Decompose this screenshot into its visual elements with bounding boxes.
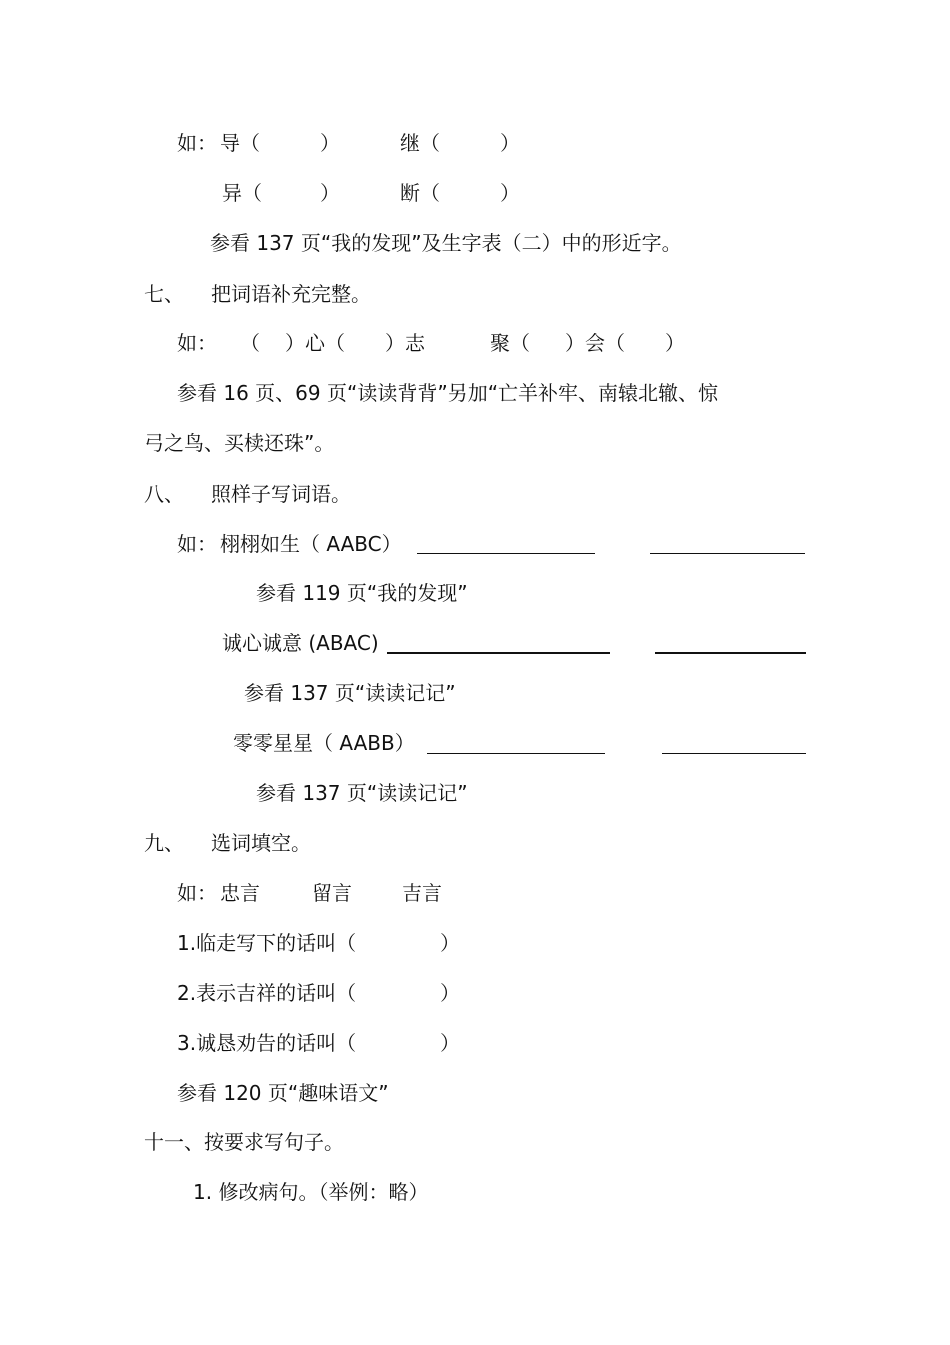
bracket-close: ） [440, 931, 460, 955]
word-part: 聚（ [490, 331, 530, 355]
example-prefix: 如： [177, 532, 217, 556]
word-choice: 吉言 [402, 881, 442, 905]
char-duan: 断（ [400, 181, 440, 205]
s8-reference-3: 参看 137 页“读读记记” [256, 781, 468, 805]
answer-blank[interactable] [650, 553, 805, 554]
char-ji: 继（ [400, 131, 440, 155]
s6-reference: 参看 137 页“我的发现”及生字表（二）中的形近字。 [210, 231, 682, 255]
s8-reference-1: 参看 119 页“我的发现” [256, 581, 468, 605]
bracket-close: ） [665, 331, 685, 355]
answer-blank[interactable] [387, 652, 610, 654]
s8-example-aabb: 零零星星（ AABB） [233, 731, 415, 755]
section-number: 八、 [144, 482, 184, 506]
char-dao: 导（ [220, 131, 260, 155]
s8-example-abac: 诚心诚意 (ABAC) [222, 631, 379, 655]
word-choice: 留言 [312, 881, 352, 905]
word-part: ）志 [385, 331, 425, 355]
question-text: 1.临走写下的话叫（ [177, 931, 357, 955]
word-part: ）心（ [285, 331, 345, 355]
question-text: 2.表示吉祥的话叫（ [177, 981, 357, 1005]
answer-blank[interactable] [655, 652, 806, 654]
bracket-close: ） [440, 981, 460, 1005]
s9-reference: 参看 120 页“趣味语文” [177, 1081, 389, 1105]
bracket-close: ） [320, 181, 340, 205]
section-number: 九、 [144, 831, 184, 855]
example-word: 栩栩如生（ AABC） [220, 532, 402, 556]
s7-reference-line-2: 弓之鸟、买椟还珠”。 [144, 431, 335, 455]
word-part: ）会（ [565, 331, 625, 355]
answer-blank[interactable] [427, 753, 605, 754]
section-title: 选词填空。 [211, 831, 311, 855]
example-prefix: 如： [177, 331, 217, 355]
s7-reference-line-1: 参看 16 页、69 页“读读背背”另加“亡羊补牢、南辕北辙、惊 [177, 381, 719, 405]
question-text: 3.诚恳劝告的话叫（ [177, 1031, 357, 1055]
bracket-close: ） [500, 131, 520, 155]
section-number: 七、 [144, 282, 184, 306]
char-yi: 异（ [222, 181, 262, 205]
example-prefix: 如： [177, 131, 217, 155]
section-title: 照样子写词语。 [211, 482, 351, 506]
section-title: 把词语补充完整。 [211, 282, 371, 306]
bracket-close: ） [320, 131, 340, 155]
example-prefix: 如： [177, 881, 217, 905]
bracket-close: ） [500, 181, 520, 205]
s8-reference-2: 参看 137 页“读读记记” [244, 681, 456, 705]
word-choice: 忠言 [220, 881, 260, 905]
bracket-open: （ [240, 331, 260, 355]
bracket-close: ） [440, 1031, 460, 1055]
s11-item-1: 1. 修改病句。（举例：略） [193, 1180, 429, 1204]
answer-blank[interactable] [417, 553, 595, 554]
s11-heading: 十一、按要求写句子。 [144, 1130, 344, 1154]
answer-blank[interactable] [662, 753, 806, 754]
